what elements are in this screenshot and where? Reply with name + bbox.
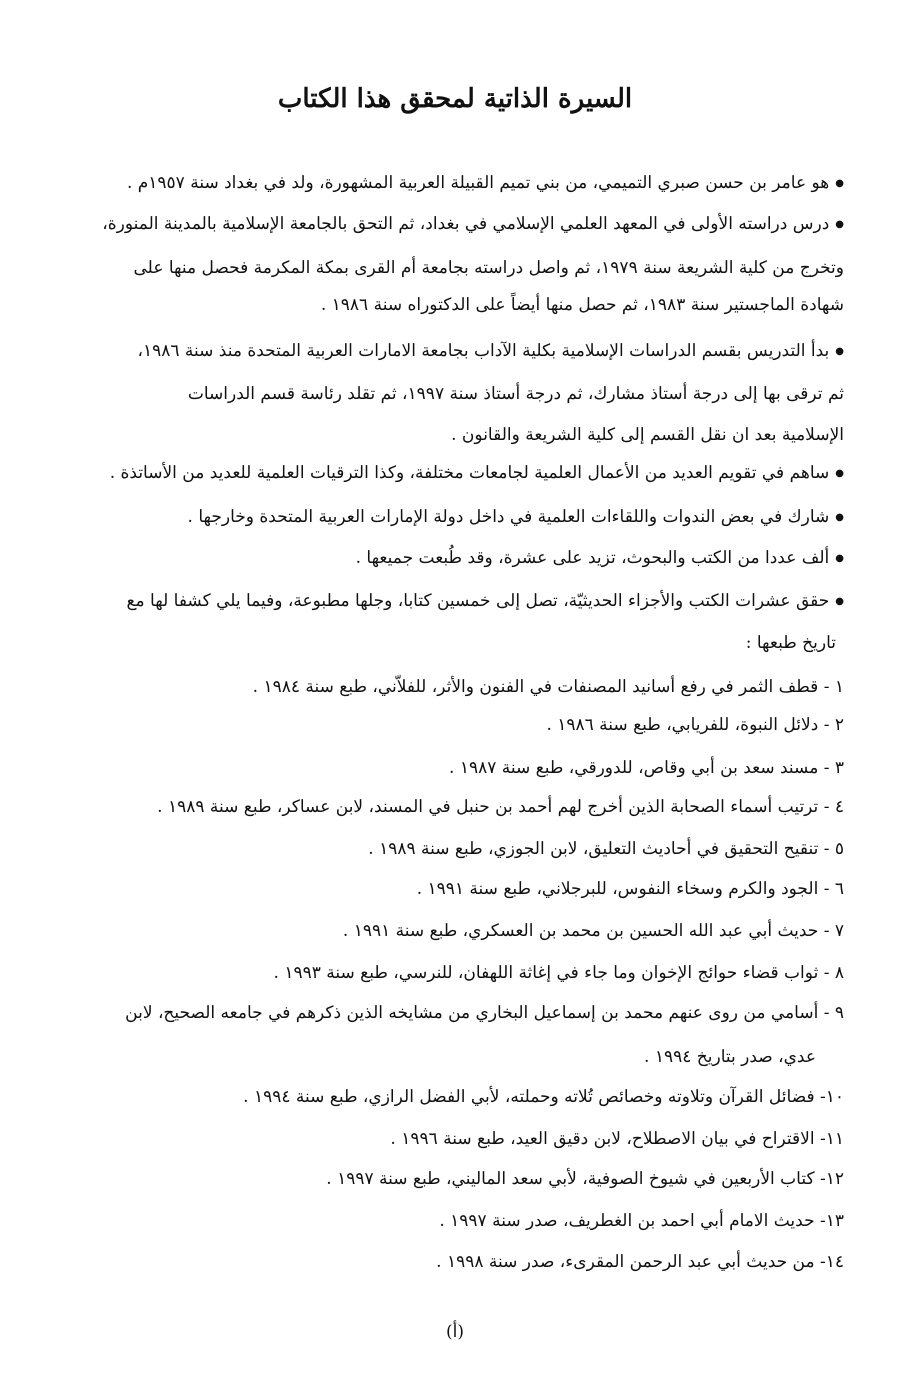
book-list-item-continuation: عدي، صدر بتاريخ ١٩٩٤ . (644, 1047, 816, 1067)
book-list-item: ٨ - ثواب قضاء حوائج الإخوان وما جاء في إغاثة اللهفان، للنرسي، طبع سنة ١٩٩٣ . (273, 963, 844, 983)
book-list-item: ٢ - دلائل النبوة، للفريابي، طبع سنة ١٩٨٦ . (546, 715, 844, 735)
book-list-item: ١١- الاقتراح في بيان الاصطلاح، لابن دقيق العيد، طبع سنة ١٩٩٦ . (390, 1129, 844, 1149)
book-list-item: ٩ - أسامي من روى عنهم محمد بن إسماعيل البخاري من مشايخه الذين ذكرهم في جامعه الصحيح، لابن (125, 1003, 844, 1023)
bio-paragraph-2-line: وتخرج من كلية الشريعة سنة ١٩٧٩، ثم واصل دراسته بجامعة أم القرى بمكة المكرمة فحصل منها على (133, 258, 844, 278)
book-list-item: ٧ - حديث أبي عبد الله الحسين بن محمد بن العسكري، طبع سنة ١٩٩١ . (342, 921, 844, 941)
book-list-item: ١٣- حديث الامام أبي احمد بن الغطريف، صدر سنة ١٩٩٧ . (439, 1211, 844, 1231)
bio-paragraph-7-line: تاريخ طبعها : (745, 633, 836, 653)
book-list-item: ١٢- كتاب الأربعين في شيوخ الصوفية، لأبي سعد الماليني، طبع سنة ١٩٩٧ . (326, 1169, 844, 1189)
book-list-item: ٤ - ترتيب أسماء الصحابة الذين أخرج لهم أحمد بن حنبل في المسند، لابن عساكر، طبع سنة ١٩٨٩ . (157, 797, 844, 817)
book-list-item: ١ - قطف الثمر في رفع أسانيد المصنفات في الفنون والأثر، للفلاّني، طبع سنة ١٩٨٤ . (252, 677, 844, 697)
book-list-item: ١٤- من حديث أبي عبد الرحمن المقرىء، صدر سنة ١٩٩٨ . (436, 1252, 844, 1272)
bio-paragraph-3-line: الإسلامية بعد ان نقل القسم إلى كلية الشريعة والقانون . (451, 425, 844, 445)
bio-paragraph-1-line: ● هو عامر بن حسن صبري التميمي، من بني تميم القبيلة العربية المشهورة، ولد في بغداد سنة ١٩٥٧م . (127, 172, 844, 197)
bio-paragraph-2-line: ● درس دراسته الأولى في المعهد العلمي الإسلامي في بغداد، ثم التحق بالجامعة الإسلامية بالمدينة المنورة، (102, 213, 844, 238)
bio-paragraph-7-line: ● حقق عشرات الكتب والأجزاء الحديثيّة، تصل إلى خمسين كتابا، وجلها مطبوعة، وفيما يلي كشفا لها مع (127, 590, 845, 615)
book-list-item: ٣ - مسند سعد بن أبي وقاص، للدورقي، طبع سنة ١٩٨٧ . (449, 758, 844, 778)
bio-paragraph-3-line: ● بدأ التدريس بقسم الدراسات الإسلامية بكلية الآداب بجامعة الامارات العربية المتحدة منذ سنة ١٩٨٦، (137, 340, 844, 365)
page-number: (أ) (446, 1322, 464, 1342)
page-title: السيرة الذاتية لمحقق هذا الكتاب (277, 84, 633, 114)
bio-paragraph-5-line: ● شارك في بعض الندوات واللقاءات العلمية في داخل دولة الإمارات العربية المتحدة وخارجها . (188, 506, 844, 531)
book-list-item: ٥ - تنقيح التحقيق في أحاديث التعليق، لابن الجوزي، طبع سنة ١٩٨٩ . (368, 839, 844, 859)
book-list-item: ٦ - الجود والكرم وسخاء النفوس، للبرجلاني، طبع سنة ١٩٩١ . (416, 879, 844, 899)
bio-paragraph-2-line: شهادة الماجستير سنة ١٩٨٣، ثم حصل منها أيضاً على الدكتوراه سنة ١٩٨٦ . (320, 295, 844, 315)
bio-paragraph-3-line: ثم ترقى بها إلى درجة أستاذ مشارك، ثم درجة أستاذ سنة ١٩٩٧، ثم تقلد رئاسة قسم الدراسات (187, 384, 844, 404)
bio-paragraph-4-line: ● ساهم في تقويم العديد من الأعمال العلمية لجامعات مختلفة، وكذا الترقيات العلمية للعديد من الأساتذة . (110, 462, 844, 487)
book-list-item: ١٠- فضائل القرآن وتلاوته وخصائص تُلاته وحملته، لأبي الفضل الرازي، طبع سنة ١٩٩٤ . (243, 1087, 844, 1107)
bio-paragraph-6-line: ● ألف عددا من الكتب والبحوث، تزيد على عشرة، وقد طُبعت جميعها . (356, 547, 844, 572)
